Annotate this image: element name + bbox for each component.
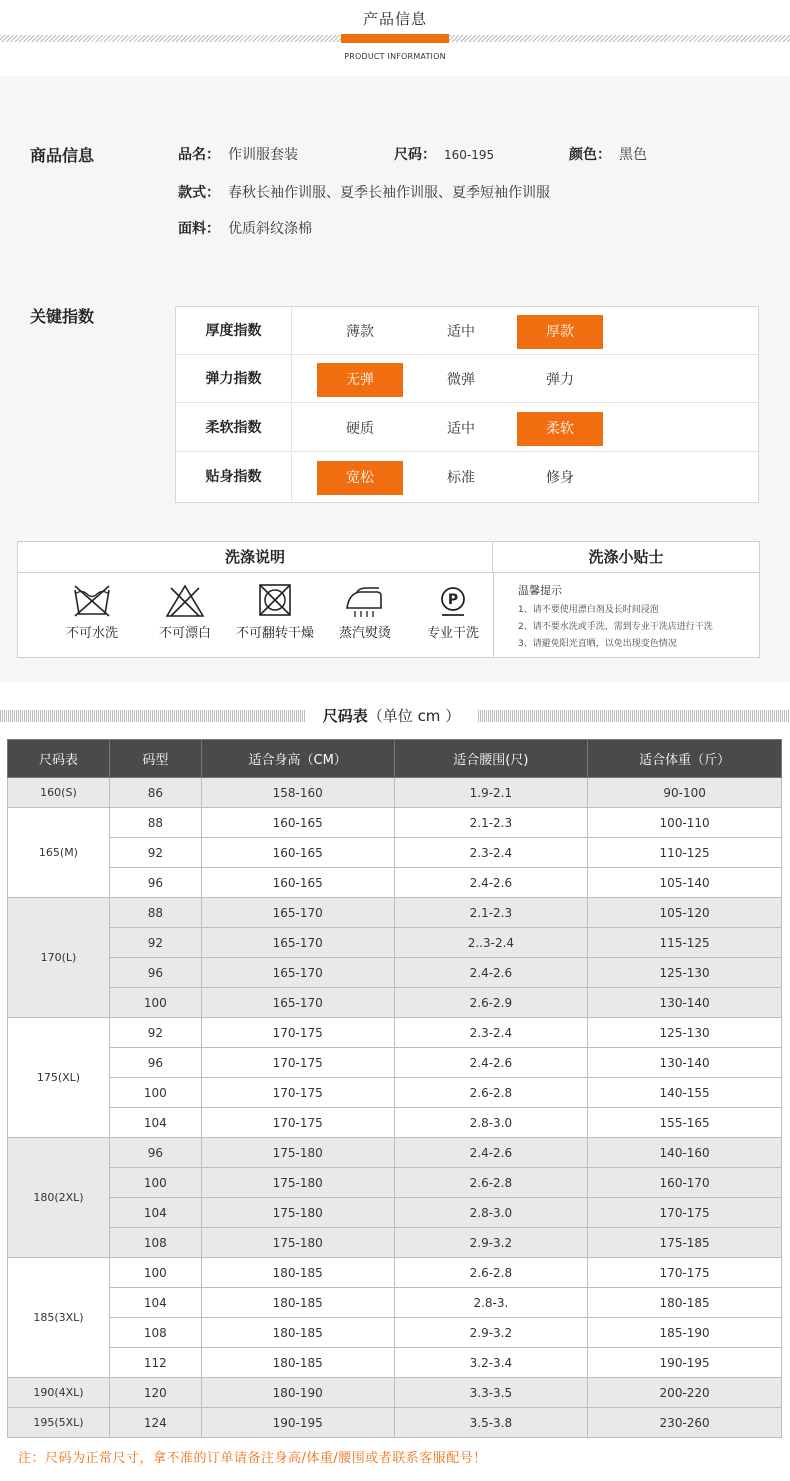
height-cell: 180-190 bbox=[201, 1378, 394, 1408]
key-index-row bbox=[176, 307, 758, 355]
height-cell: 180-185 bbox=[201, 1288, 394, 1318]
weight-cell: 185-190 bbox=[588, 1318, 782, 1348]
product-name-value: 作训服套装 bbox=[228, 147, 298, 163]
code-cell: 100 bbox=[109, 988, 201, 1018]
code-cell: 108 bbox=[109, 1318, 201, 1348]
weight-cell: 170-175 bbox=[588, 1258, 782, 1288]
table-row bbox=[8, 1408, 782, 1438]
section-title: 产品信息 bbox=[362, 10, 427, 28]
table-row bbox=[8, 1198, 782, 1228]
table-row bbox=[8, 1078, 782, 1108]
key-index-option: 适中 bbox=[447, 324, 475, 340]
code-cell: 104 bbox=[109, 1288, 201, 1318]
height-cell: 160-165 bbox=[201, 868, 394, 898]
weight-cell: 105-120 bbox=[588, 898, 782, 928]
table-row bbox=[8, 988, 782, 1018]
weight-cell: 175-185 bbox=[588, 1228, 782, 1258]
key-index-table bbox=[175, 306, 759, 503]
code-cell: 96 bbox=[109, 1048, 201, 1078]
size-table-header bbox=[0, 700, 790, 734]
weight-cell: 105-140 bbox=[588, 868, 782, 898]
key-index-row-label: 厚度指数 bbox=[176, 307, 292, 355]
weight-cell: 100-110 bbox=[588, 808, 782, 838]
code-cell: 92 bbox=[109, 928, 201, 958]
key-index-option: 柔软 bbox=[517, 412, 603, 446]
waist-cell: 2.9-3.2 bbox=[394, 1318, 588, 1348]
height-cell: 175-180 bbox=[201, 1228, 394, 1258]
product-size-label: 尺码： bbox=[394, 147, 436, 163]
wash-item bbox=[47, 584, 137, 641]
no-bleach-icon bbox=[165, 584, 205, 618]
waist-cell: 1.9-2.1 bbox=[394, 778, 588, 808]
code-cell: 124 bbox=[109, 1408, 201, 1438]
weight-cell: 130-140 bbox=[588, 988, 782, 1018]
code-cell: 96 bbox=[109, 1138, 201, 1168]
size-table-body bbox=[8, 778, 782, 1438]
wash-item bbox=[408, 584, 498, 641]
size-table-header-cell: 适合体重（斤） bbox=[588, 740, 782, 778]
waist-cell: 3.3-3.5 bbox=[394, 1378, 588, 1408]
code-cell: 96 bbox=[109, 868, 201, 898]
height-cell: 190-195 bbox=[201, 1408, 394, 1438]
code-cell: 88 bbox=[109, 808, 201, 838]
table-row bbox=[8, 1018, 782, 1048]
product-size bbox=[394, 144, 494, 164]
weight-cell: 130-140 bbox=[588, 1048, 782, 1078]
height-cell: 165-170 bbox=[201, 928, 394, 958]
wash-tips-title: 洗涤小贴士 bbox=[493, 542, 759, 573]
height-cell: 180-185 bbox=[201, 1318, 394, 1348]
tip-item: 2、请不要水洗或手洗，需到专业干洗店进行干洗 bbox=[518, 622, 713, 632]
weight-cell: 170-175 bbox=[588, 1198, 782, 1228]
key-index-option: 弹力 bbox=[546, 372, 574, 388]
wash-item bbox=[230, 584, 320, 641]
table-row bbox=[8, 1288, 782, 1318]
code-cell: 120 bbox=[109, 1378, 201, 1408]
tip-item: 1、请不要使用漂白剂及长时间浸泡 bbox=[518, 605, 659, 615]
table-row bbox=[8, 1228, 782, 1258]
code-cell: 88 bbox=[109, 898, 201, 928]
weight-cell: 140-155 bbox=[588, 1078, 782, 1108]
code-cell: 100 bbox=[109, 1078, 201, 1108]
height-cell: 165-170 bbox=[201, 988, 394, 1018]
waist-cell: 2.6-2.9 bbox=[394, 988, 588, 1018]
waist-cell: 2.4-2.6 bbox=[394, 1048, 588, 1078]
table-row bbox=[8, 928, 782, 958]
height-cell: 170-175 bbox=[201, 1048, 394, 1078]
key-index-option: 微弹 bbox=[447, 372, 475, 388]
wash-item bbox=[140, 584, 230, 641]
size-cell: 185(3XL) bbox=[8, 1258, 110, 1378]
key-index-option: 修身 bbox=[546, 470, 574, 486]
table-row bbox=[8, 898, 782, 928]
key-index-row bbox=[176, 404, 758, 452]
waist-cell: 2.6-2.8 bbox=[394, 1258, 588, 1288]
code-cell: 92 bbox=[109, 1018, 201, 1048]
height-cell: 158-160 bbox=[201, 778, 394, 808]
wash-item-label: 专业干洗 bbox=[426, 626, 479, 641]
header-accent-bar bbox=[341, 34, 449, 43]
weight-cell: 160-170 bbox=[588, 1168, 782, 1198]
weight-cell: 140-160 bbox=[588, 1138, 782, 1168]
size-table-header-row bbox=[8, 740, 782, 778]
height-cell: 165-170 bbox=[201, 958, 394, 988]
waist-cell: 2.4-2.6 bbox=[394, 958, 588, 988]
key-index-option: 适中 bbox=[447, 421, 475, 437]
code-cell: 100 bbox=[109, 1258, 201, 1288]
key-index-row bbox=[176, 453, 758, 501]
weight-cell: 115-125 bbox=[588, 928, 782, 958]
table-row bbox=[8, 1048, 782, 1078]
table-row bbox=[8, 1108, 782, 1138]
product-color bbox=[569, 144, 647, 164]
wash-title: 洗涤说明 bbox=[18, 542, 493, 573]
product-style-value: 春秋长袖作训服、夏季长袖作训服、夏季短袖作训服 bbox=[228, 185, 550, 201]
section-subtitle: PRODUCT INFORMATION bbox=[344, 52, 446, 61]
tips-heading: 温馨提示 bbox=[518, 584, 562, 597]
no-wash-icon bbox=[72, 584, 112, 618]
dry-clean-p-icon bbox=[433, 584, 473, 618]
key-index-option: 硬质 bbox=[346, 421, 374, 437]
height-cell: 180-185 bbox=[201, 1258, 394, 1288]
height-cell: 175-180 bbox=[201, 1198, 394, 1228]
weight-cell: 180-185 bbox=[588, 1288, 782, 1318]
size-cell: 160(S) bbox=[8, 778, 110, 808]
wash-instructions-box bbox=[17, 541, 760, 658]
key-index-option: 宽松 bbox=[317, 461, 403, 495]
size-cell: 180(2XL) bbox=[8, 1138, 110, 1258]
weight-cell: 200-220 bbox=[588, 1378, 782, 1408]
height-cell: 170-175 bbox=[201, 1018, 394, 1048]
product-color-value: 黑色 bbox=[619, 147, 647, 163]
product-style-label: 款式： bbox=[178, 185, 220, 201]
table-row bbox=[8, 808, 782, 838]
tip-item: 3、请避免阳光直晒，以免出现变色情况 bbox=[518, 639, 677, 649]
code-cell: 100 bbox=[109, 1168, 201, 1198]
waist-cell: 2.4-2.6 bbox=[394, 868, 588, 898]
waist-cell: 2.1-2.3 bbox=[394, 898, 588, 928]
product-name bbox=[178, 144, 298, 164]
svg-text:P: P bbox=[447, 592, 459, 608]
waist-cell: 3.2-3.4 bbox=[394, 1348, 588, 1378]
product-fabric-value: 优质斜纹涤棉 bbox=[228, 221, 312, 237]
height-cell: 170-175 bbox=[201, 1108, 394, 1138]
size-table-header-cell: 适合腰围(尺) bbox=[394, 740, 588, 778]
size-title-stripe-right bbox=[478, 710, 790, 722]
size-table-header-cell: 适合身高（CM） bbox=[201, 740, 394, 778]
key-index-option: 薄款 bbox=[346, 324, 374, 340]
code-cell: 92 bbox=[109, 838, 201, 868]
weight-cell: 190-195 bbox=[588, 1348, 782, 1378]
key-index-option: 无弹 bbox=[317, 363, 403, 397]
steam-iron-icon bbox=[343, 584, 387, 618]
weight-cell: 125-130 bbox=[588, 1018, 782, 1048]
key-index-option: 厚款 bbox=[517, 315, 603, 349]
table-row bbox=[8, 838, 782, 868]
table-row bbox=[8, 1138, 782, 1168]
wash-tips bbox=[518, 582, 758, 653]
waist-cell: 2.8-3.0 bbox=[394, 1198, 588, 1228]
table-row bbox=[8, 868, 782, 898]
waist-cell: 2.8-3.0 bbox=[394, 1108, 588, 1138]
waist-cell: 2.6-2.8 bbox=[394, 1168, 588, 1198]
size-cell: 165(M) bbox=[8, 808, 110, 898]
waist-cell: 2.4-2.6 bbox=[394, 1138, 588, 1168]
height-cell: 160-165 bbox=[201, 838, 394, 868]
waist-cell: 3.5-3.8 bbox=[394, 1408, 588, 1438]
waist-cell: 2.3-2.4 bbox=[394, 1018, 588, 1048]
waist-cell: 2.3-2.4 bbox=[394, 838, 588, 868]
height-cell: 160-165 bbox=[201, 808, 394, 838]
size-title-stripe-left bbox=[0, 710, 305, 722]
size-table-title bbox=[305, 705, 478, 726]
table-row bbox=[8, 1348, 782, 1378]
product-fabric bbox=[178, 218, 312, 238]
size-table-header-cell: 码型 bbox=[109, 740, 201, 778]
height-cell: 180-185 bbox=[201, 1348, 394, 1378]
size-table-title-unit: （单位 cm ） bbox=[367, 707, 461, 725]
product-size-value: 160-195 bbox=[444, 148, 495, 162]
size-table-title-bold: 尺码表 bbox=[322, 707, 368, 725]
weight-cell: 110-125 bbox=[588, 838, 782, 868]
weight-cell: 155-165 bbox=[588, 1108, 782, 1138]
weight-cell: 125-130 bbox=[588, 958, 782, 988]
code-cell: 112 bbox=[109, 1348, 201, 1378]
product-color-label: 颜色： bbox=[569, 147, 611, 163]
size-cell: 170(L) bbox=[8, 898, 110, 1018]
table-row bbox=[8, 1258, 782, 1288]
product-info-panel bbox=[0, 76, 790, 682]
code-cell: 104 bbox=[109, 1198, 201, 1228]
table-row bbox=[8, 778, 782, 808]
product-info-label: 商品信息 bbox=[30, 146, 95, 165]
table-row bbox=[8, 1318, 782, 1348]
product-fabric-label: 面料： bbox=[178, 221, 220, 237]
wash-item-label: 不可翻转干燥 bbox=[235, 626, 314, 641]
key-index-row bbox=[176, 355, 758, 403]
code-cell: 104 bbox=[109, 1108, 201, 1138]
size-table bbox=[7, 739, 782, 1438]
waist-cell: 2..3-2.4 bbox=[394, 928, 588, 958]
waist-cell: 2.8-3. bbox=[394, 1288, 588, 1318]
key-index-row-label: 弹力指数 bbox=[176, 355, 292, 403]
size-cell: 190(4XL) bbox=[8, 1378, 110, 1408]
wash-item-label: 不可漂白 bbox=[158, 626, 211, 641]
size-table-header-cell: 尺码表 bbox=[8, 740, 110, 778]
wash-item bbox=[320, 584, 410, 641]
weight-cell: 90-100 bbox=[588, 778, 782, 808]
height-cell: 175-180 bbox=[201, 1138, 394, 1168]
key-index-row-label: 柔软指数 bbox=[176, 404, 292, 452]
key-index-row-label: 贴身指数 bbox=[176, 453, 292, 501]
table-row bbox=[8, 958, 782, 988]
height-cell: 165-170 bbox=[201, 898, 394, 928]
size-cell: 195(5XL) bbox=[8, 1408, 110, 1438]
product-name-label: 品名： bbox=[178, 147, 220, 163]
size-note: 注：尺码为正常尺寸，拿不准的订单请备注身高/体重/腰围或者联系客服配号！ bbox=[18, 1451, 487, 1466]
code-cell: 108 bbox=[109, 1228, 201, 1258]
key-index-option: 标准 bbox=[447, 470, 475, 486]
table-row bbox=[8, 1168, 782, 1198]
height-cell: 170-175 bbox=[201, 1078, 394, 1108]
key-index-label: 关键指数 bbox=[30, 307, 95, 326]
product-style bbox=[178, 182, 550, 202]
code-cell: 96 bbox=[109, 958, 201, 988]
waist-cell: 2.6-2.8 bbox=[394, 1078, 588, 1108]
section-header bbox=[0, 0, 790, 76]
size-cell: 175(XL) bbox=[8, 1018, 110, 1138]
no-tumble-dry-icon bbox=[255, 584, 295, 618]
weight-cell: 230-260 bbox=[588, 1408, 782, 1438]
waist-cell: 2.1-2.3 bbox=[394, 808, 588, 838]
code-cell: 86 bbox=[109, 778, 201, 808]
height-cell: 175-180 bbox=[201, 1168, 394, 1198]
table-row bbox=[8, 1378, 782, 1408]
wash-item-label: 蒸汽熨烫 bbox=[338, 626, 391, 641]
waist-cell: 2.9-3.2 bbox=[394, 1228, 588, 1258]
wash-item-label: 不可水洗 bbox=[65, 626, 118, 641]
